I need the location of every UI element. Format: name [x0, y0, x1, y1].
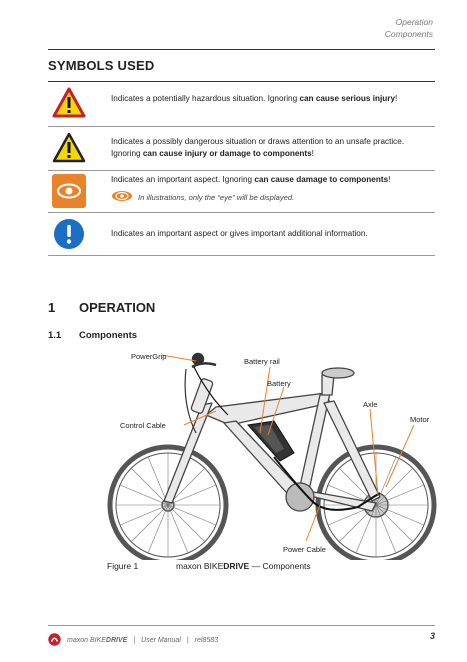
symbol-text-danger: Indicates a potentially hazardous situation. Ignoring can cause serious injury!: [111, 94, 398, 103]
symbol-text-info: Indicates an important aspect or gives important additional information.: [111, 229, 368, 238]
figure-number: Figure 1: [107, 561, 139, 571]
info-icon: [52, 217, 86, 251]
label-battery-rail: Battery rail: [244, 357, 280, 366]
eye-icon: [52, 174, 86, 208]
symbol-text-notice: Indicates an important aspect. Ignoring can cause damage to components!: [111, 175, 391, 184]
label-battery: Battery: [267, 379, 291, 388]
page-number: 3: [429, 631, 435, 641]
subsection-title: Components: [79, 330, 138, 341]
symbols-title: SYMBOLS USED: [48, 58, 155, 73]
footer-separator: |: [133, 637, 136, 644]
figure-caption: maxon BIKEDRIVE — Components: [176, 561, 311, 571]
header-line-1: Operation: [395, 17, 433, 27]
symbol-row-info: [48, 213, 435, 255]
warning-triangle-red-icon: [52, 86, 86, 120]
section-number: 1: [48, 300, 56, 315]
symbol-text-warning: Indicates a possibly dangerous situation or draws attention to an unsafe practice. Ignoring can cause injury or damage to components!: [111, 137, 405, 158]
label-powergrip: PowerGrip: [131, 352, 167, 361]
footer-manual: User Manual: [141, 637, 181, 644]
running-header: [385, 16, 433, 40]
eye-note-text: In illustrations, only the “eye” will be displayed.: [138, 192, 295, 202]
label-motor: Motor: [410, 415, 430, 424]
front-wheel: [110, 447, 226, 560]
symbol-row-warning: [48, 127, 435, 169]
symbol-row-notice: [48, 171, 435, 211]
footer-rule: [48, 625, 435, 626]
footer-release: rel8583: [194, 637, 219, 644]
label-axle: Axle: [363, 400, 378, 409]
bike-illustration: [98, 345, 438, 560]
warning-triangle-yellow-icon: [52, 131, 86, 165]
table-bottom-rule: [48, 255, 435, 256]
maxon-logo-icon: [48, 633, 61, 648]
label-power-cable: Power Cable: [283, 545, 326, 554]
subsection-number: 1.1: [48, 330, 62, 341]
footer-separator: |: [186, 637, 189, 644]
eye-note: [111, 190, 294, 204]
section-title: OPERATION: [79, 300, 156, 315]
header-rule: [48, 49, 435, 50]
symbol-row-danger: [48, 82, 435, 125]
bike-figure: [98, 345, 438, 560]
page-footer: [48, 633, 435, 648]
label-control-cable: Control Cable: [120, 421, 166, 430]
footer-brand: maxon BIKEDRIVE: [67, 637, 128, 644]
small-eye-icon: [111, 190, 133, 204]
header-line-2: Components: [384, 29, 433, 39]
